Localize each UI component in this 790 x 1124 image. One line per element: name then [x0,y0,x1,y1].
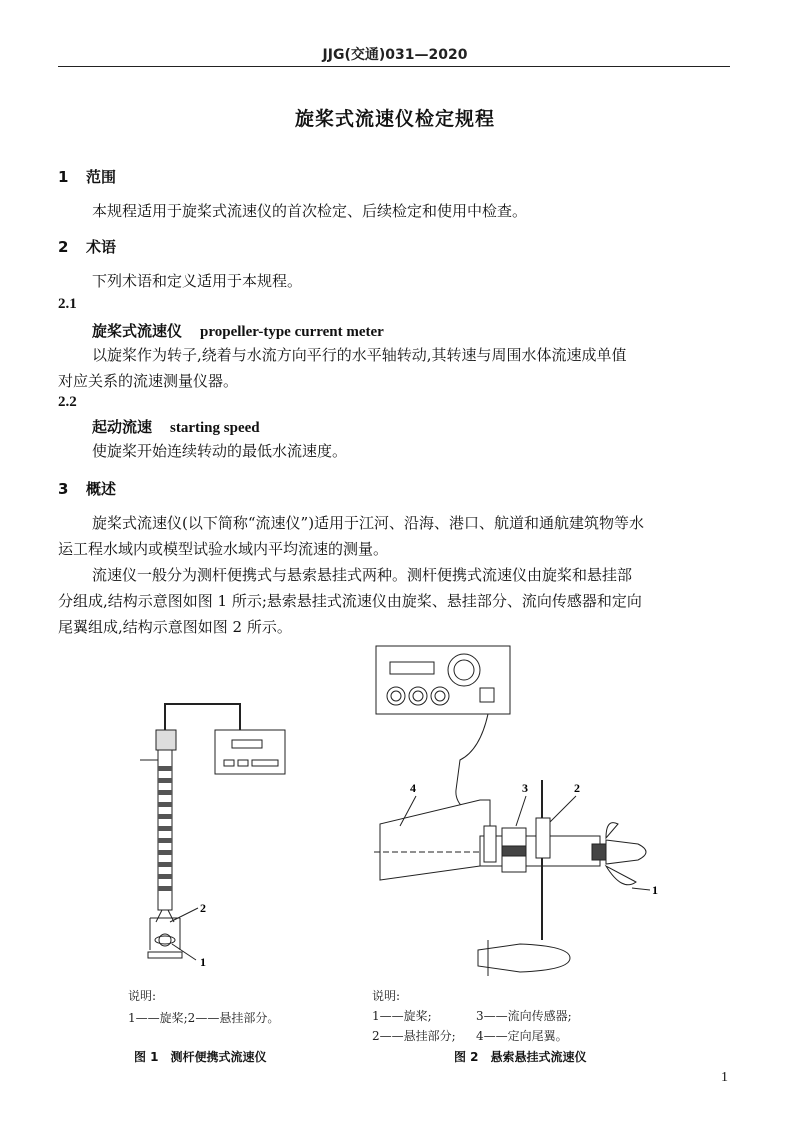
section-3-p2-line3: 尾翼组成,结构示意图如图 2 所示。 [58,618,292,636]
figure-1-callout-1: 1 [200,955,206,969]
section-1-number: 1 [58,168,69,186]
term-2-1-name [92,320,384,341]
section-1-title: 范围 [86,168,117,186]
section-3-p1-line2: 运工程水域内或模型试验水域内平均流速的测量。 [58,540,389,558]
section-2-title: 术语 [86,238,117,256]
section-3-number: 3 [58,480,69,498]
figure-2-note-2b: 4——定向尾翼。 [476,1029,568,1043]
term-2-2-def: 使旋桨开始连续转动的最低水流速度。 [92,442,348,460]
term-2-2-number: 2.2 [58,394,77,410]
section-3-p2-line2: 分组成,结构示意图如图 1 所示;悬索悬挂式流速仪由旋桨、悬挂部分、流向传感器和定向 [58,592,642,610]
figure-2-note-2a: 2——悬挂部分; [372,1029,456,1043]
term-2-2-en: starting speed [170,420,260,436]
section-3-p2-line1: 流速仪一般分为测杆便携式与悬索悬挂式两种。测杆便携式流速仪由旋桨和悬挂部 [92,566,633,584]
section-3-title: 概述 [86,480,117,498]
figure-2-callout-4: 4 [410,781,416,795]
header-rule [58,66,730,67]
section-2-heading [58,236,116,257]
figure-2-note-1b: 3——流向传感器; [476,1009,572,1023]
section-1-heading [58,166,116,187]
term-2-1-number: 2.1 [58,296,77,312]
figure-1-note-text: 1——旋桨;2——悬挂部分。 [128,1011,280,1025]
figure-2-caption: 图 2 悬索悬挂式流速仪 [454,1050,587,1064]
figure-1-note-label: 说明: [128,989,157,1003]
term-2-1-en: propeller-type current meter [200,324,384,340]
figure-2-drawing [370,640,670,985]
figure-2-note-label: 说明: [372,989,401,1003]
figure-2-callout-3: 3 [522,781,528,795]
term-2-2-cn: 起动流速 [92,418,153,436]
section-2-intro: 下列术语和定义适用于本规程。 [92,272,303,290]
term-2-2-name [92,416,260,437]
figure-2-callout-2: 2 [574,781,580,795]
figure-1-caption: 图 1 测杆便携式流速仪 [134,1050,267,1064]
figure-2-note-1a: 1——旋桨; [372,1009,432,1023]
term-2-1-def-line2: 对应关系的流速测量仪器。 [58,372,239,390]
section-3-p1-line1: 旋桨式流速仪(以下简称“流速仪”)适用于江河、沿海、港口、航道和通航建筑物等水 [92,514,645,532]
section-1-text: 本规程适用于旋桨式流速仪的首次检定、后续检定和使用中检查。 [92,202,528,220]
term-2-1-def-line1: 以旋桨作为转子,绕着与水流方向平行的水平轴转动,其转速与周围水体流速成单值 [92,346,627,364]
standard-code: JJG(交通)031—2020 [322,47,468,63]
term-2-1-cn: 旋桨式流速仪 [92,322,183,340]
page-number: 1 [721,1070,728,1085]
section-3-heading [58,478,116,499]
figure-2-callout-1: 1 [652,883,658,897]
figure-1-callout-2: 2 [200,901,206,915]
figure-1-drawing [120,690,330,980]
section-2-number: 2 [58,238,69,256]
document-title: 旋桨式流速仪检定规程 [294,108,495,130]
